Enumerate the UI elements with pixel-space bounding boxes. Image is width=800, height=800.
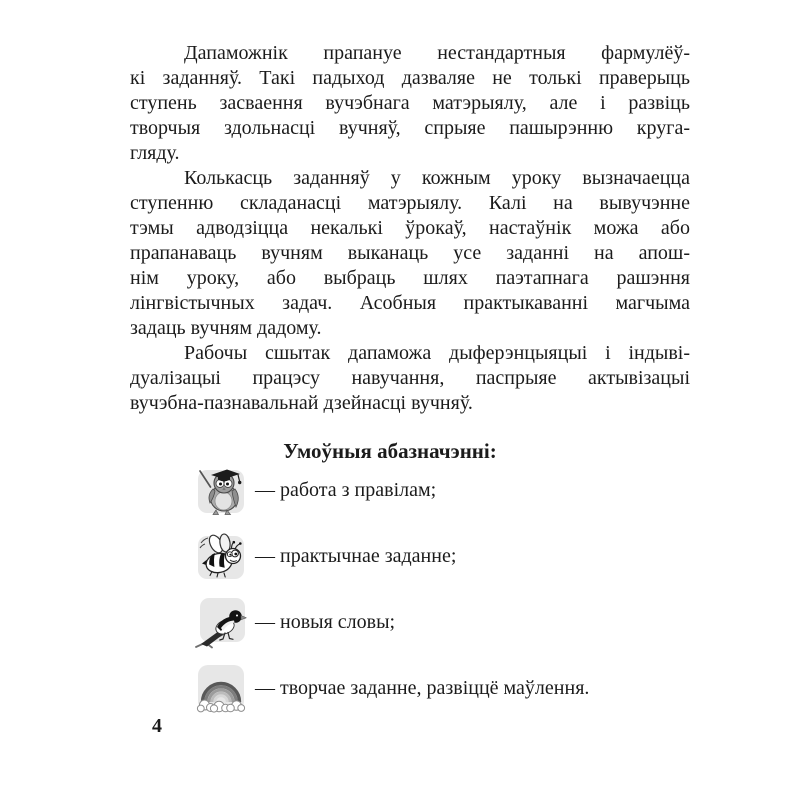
owl-graduate-icon (194, 463, 248, 517)
text-line: кі заданняў. Такі падыход дазваляе не толькі праверыць (130, 67, 690, 89)
text-line: тэмы адводзіцца некалькі ўрокаў, настаўнік можа або (130, 217, 690, 239)
legend-heading: Умоўныя абазначэнні: (283, 439, 497, 463)
legend-label: — практычнае заданне; (255, 544, 457, 567)
paragraph (130, 41, 690, 166)
text-line: лінгвістычных задач. Асобныя практыкаванні магчыма (130, 292, 690, 314)
magpie-icon (194, 595, 248, 649)
legend (194, 463, 589, 727)
legend-row (194, 463, 589, 517)
text-line: ступенню складанасці матэрыялу. Калі на вывучэнне (130, 192, 690, 214)
bee-icon (194, 529, 248, 583)
legend-label: — творчае заданне, развіццё маўлення. (255, 676, 590, 699)
text-line: Дапаможнік прапануе нестандартныя фармулёў- (184, 42, 690, 64)
paragraph (130, 341, 690, 416)
paragraph (130, 166, 690, 341)
text-line: творчыя здольнасці вучняў, спрыяе пашырэнню круга- (130, 117, 690, 139)
text-line: Рабочы сшытак дапаможа дыферэнцыяцыі і індыві- (184, 342, 690, 364)
text-line: гляду. (130, 142, 180, 164)
legend-row (194, 595, 589, 649)
page-number: 4 (152, 715, 162, 737)
legend-label: — работа з правілам; (255, 478, 437, 501)
text-line: задаць вучням дадому. (130, 317, 322, 339)
body-text-block (130, 41, 690, 416)
rainbow-icon (194, 661, 248, 715)
text-line: Колькасць заданняў у кожным уроку вызначаецца (184, 167, 690, 189)
legend-row (194, 661, 589, 715)
legend-label: — новыя словы; (255, 610, 396, 633)
text-line: дуалізацыі працэсу навучання, паспрыяе актывізацыі (130, 367, 690, 389)
text-line: вучэбна-пазнавальнай дзейнасці вучняў. (130, 392, 473, 414)
text-line: нім уроку, або выбраць шлях паэтапнага рашэння (130, 267, 690, 289)
legend-row (194, 529, 589, 583)
text-line: ступень засваення вучэбнага матэрыялу, але і развіць (130, 92, 690, 114)
text-line: прапанаваць вучням выканаць усе заданні на апош- (130, 242, 690, 264)
